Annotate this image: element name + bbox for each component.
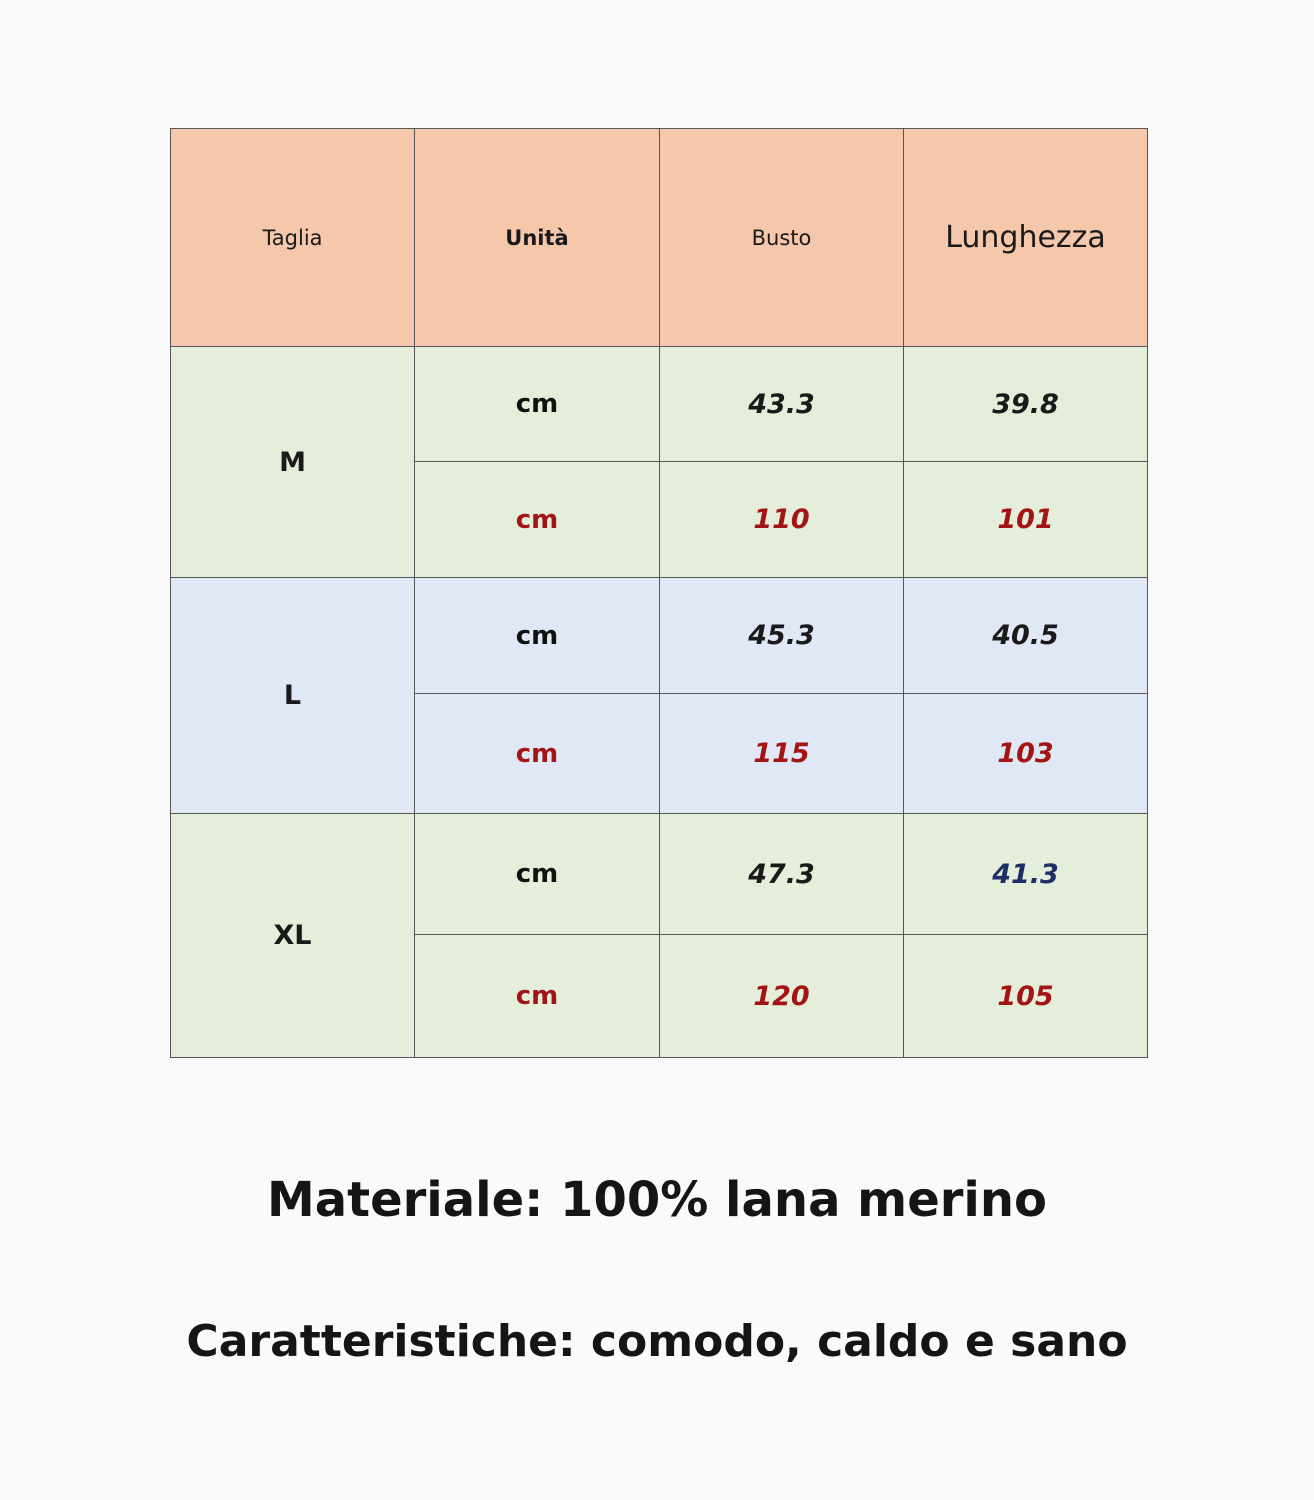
- unit-cell: cm: [415, 935, 660, 1058]
- lunghezza-cell: 40.5: [904, 578, 1148, 694]
- lunghezza-cell: 103: [904, 694, 1148, 814]
- size-chart-table: [170, 128, 1148, 1058]
- lunghezza-cell: 101: [904, 462, 1148, 578]
- table-row: [171, 347, 1148, 462]
- busto-cell: 120: [660, 935, 904, 1058]
- header-row: [171, 129, 1148, 347]
- lunghezza-cell: 39.8: [904, 347, 1148, 462]
- header-unita: Unità: [415, 129, 660, 347]
- material-caption: Materiale: 100% lana merino: [266, 1172, 1048, 1228]
- table-row: [171, 814, 1148, 935]
- busto-cell: 47.3: [660, 814, 904, 935]
- header-taglia: Taglia: [171, 129, 415, 347]
- size-cell-l: L: [171, 578, 415, 814]
- busto-cell: 115: [660, 694, 904, 814]
- busto-cell: 110: [660, 462, 904, 578]
- unit-cell: cm: [415, 814, 660, 935]
- size-cell-xl: XL: [171, 814, 415, 1058]
- lunghezza-cell: 105: [904, 935, 1148, 1058]
- features-caption: Caratteristiche: comodo, caldo e sano: [186, 1316, 1128, 1367]
- unit-cell: cm: [415, 462, 660, 578]
- header-lunghezza: Lunghezza: [904, 129, 1148, 347]
- unit-cell: cm: [415, 694, 660, 814]
- busto-cell: 43.3: [660, 347, 904, 462]
- header-busto: Busto: [660, 129, 904, 347]
- table-row: [171, 578, 1148, 694]
- unit-cell: cm: [415, 347, 660, 462]
- busto-cell: 45.3: [660, 578, 904, 694]
- lunghezza-cell: 41.3: [904, 814, 1148, 935]
- unit-cell: cm: [415, 578, 660, 694]
- size-cell-m: M: [171, 347, 415, 578]
